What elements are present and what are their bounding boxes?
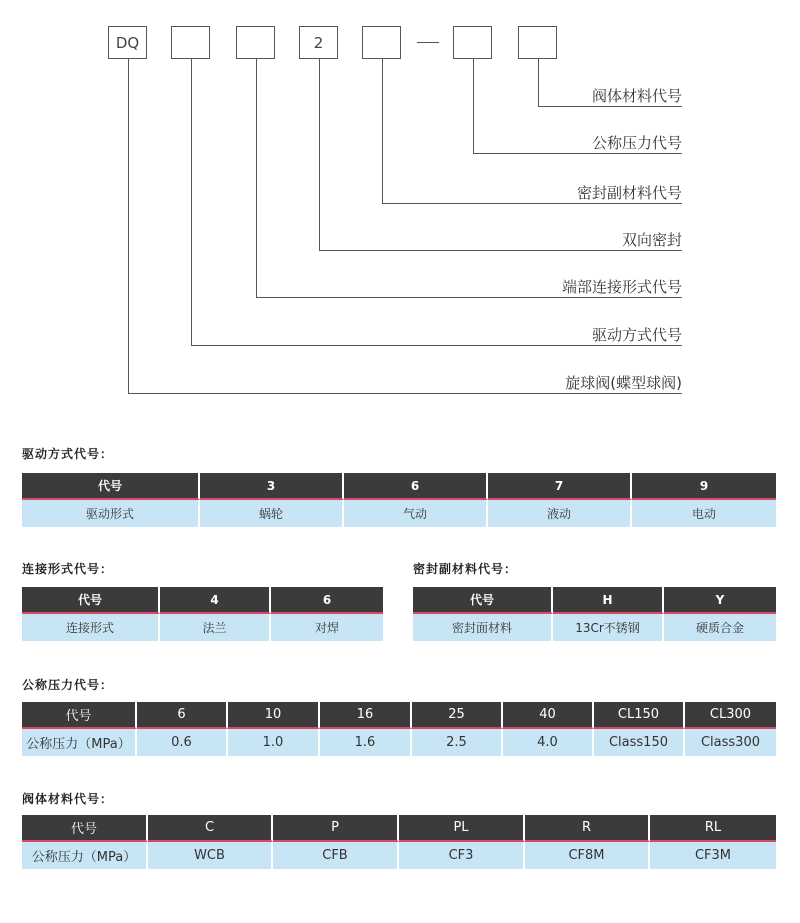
header-cell: 代号 (22, 473, 200, 500)
table-cell: 驱动形式 (22, 500, 200, 527)
table-header-row (413, 587, 776, 614)
table-cell: 气动 (344, 500, 488, 527)
header-cell: P (273, 815, 399, 842)
label-connection: 端部连接形式代号 (561, 278, 682, 296)
pressure-title: 公称压力代号： (22, 678, 114, 692)
header-cell: 代号 (22, 815, 148, 842)
table-header-row (22, 587, 383, 614)
header-cell: 3 (200, 473, 344, 500)
table-cell: 公称压力（MPa） (22, 842, 148, 869)
header-cell: Y (664, 587, 776, 614)
header-cell: RL (650, 815, 776, 842)
table-cell: 公称压力（MPa） (22, 729, 137, 756)
table-header-row (22, 815, 776, 842)
table-row (22, 729, 776, 756)
header-cell: 代号 (413, 587, 553, 614)
table-cell: CF3 (399, 842, 525, 869)
code-box-body-material (518, 26, 557, 59)
header-cell: 25 (412, 702, 503, 729)
leader-line (382, 59, 383, 203)
label-valve-type: 旋球阀(蝶型球阀) (565, 374, 682, 392)
header-cell: 40 (503, 702, 594, 729)
header-cell: CL150 (594, 702, 685, 729)
table-cell: 对焊 (271, 614, 383, 641)
table-cell: CF3M (650, 842, 776, 869)
table-cell: 1.0 (228, 729, 320, 756)
drive-title: 驱动方式代号： (22, 447, 114, 461)
header-cell: R (525, 815, 650, 842)
code-box-series: DQ (108, 26, 147, 59)
leader-line (128, 393, 682, 394)
leader-line (319, 59, 320, 250)
leader-line (382, 203, 682, 204)
table-header-row (22, 702, 776, 729)
leader-line (473, 153, 682, 154)
body-material-table (22, 815, 776, 869)
drive-table (22, 473, 776, 527)
code-box-pressure (453, 26, 492, 59)
leader-line (256, 297, 682, 298)
table-cell: 连接形式 (22, 614, 160, 641)
leader-line (473, 59, 474, 153)
code-box-bidirectional: 2 (299, 26, 338, 59)
table-cell: 蜗轮 (200, 500, 344, 527)
label-bidirectional: 双向密封 (621, 231, 682, 249)
table-cell: 硬质合金 (664, 614, 776, 641)
table-cell: WCB (148, 842, 273, 869)
table-cell: 密封面材料 (413, 614, 553, 641)
leader-line (191, 59, 192, 345)
header-cell: PL (399, 815, 525, 842)
table-row (413, 614, 776, 641)
header-cell: 9 (632, 473, 776, 500)
seal-title: 密封副材料代号： (413, 562, 518, 576)
label-seal-material: 密封副材料代号 (576, 184, 682, 202)
leader-line (538, 106, 682, 107)
code-box-seal-material (362, 26, 401, 59)
label-body-material: 阀体材料代号 (591, 87, 682, 105)
table-cell: Class150 (594, 729, 685, 756)
seal-table (413, 587, 776, 641)
header-cell: 16 (320, 702, 412, 729)
code-box-drive (171, 26, 210, 59)
header-cell: 6 (271, 587, 383, 614)
label-drive: 驱动方式代号 (591, 326, 682, 344)
table-cell: 电动 (632, 500, 776, 527)
table-cell: Class300 (685, 729, 776, 756)
connection-table (22, 587, 383, 641)
table-row (22, 500, 776, 527)
header-cell: 10 (228, 702, 320, 729)
table-row (22, 614, 383, 641)
leader-line (319, 250, 682, 251)
table-cell: CFB (273, 842, 399, 869)
header-cell: 6 (137, 702, 228, 729)
header-cell: 7 (488, 473, 632, 500)
table-cell: CF8M (525, 842, 650, 869)
leader-line (128, 59, 129, 393)
leader-line (538, 59, 539, 106)
table-cell: 法兰 (160, 614, 271, 641)
header-cell: H (553, 587, 664, 614)
leader-line (256, 59, 257, 297)
label-pressure: 公称压力代号 (591, 134, 682, 152)
table-cell: 液动 (488, 500, 632, 527)
code-dash (417, 42, 439, 43)
table-cell: 0.6 (137, 729, 228, 756)
table-cell: 1.6 (320, 729, 412, 756)
pressure-table (22, 702, 776, 756)
code-box-connection (236, 26, 275, 59)
table-cell: 2.5 (412, 729, 503, 756)
table-cell: 4.0 (503, 729, 594, 756)
leader-line (191, 345, 682, 346)
header-cell: 6 (344, 473, 488, 500)
header-cell: CL300 (685, 702, 776, 729)
body-material-title: 阀体材料代号： (22, 792, 114, 806)
table-row (22, 842, 776, 869)
header-cell: 4 (160, 587, 271, 614)
table-cell: 13Cr不锈钢 (553, 614, 664, 641)
connection-title: 连接形式代号： (22, 562, 114, 576)
table-header-row (22, 473, 776, 500)
header-cell: 代号 (22, 702, 137, 729)
header-cell: 代号 (22, 587, 160, 614)
header-cell: C (148, 815, 273, 842)
